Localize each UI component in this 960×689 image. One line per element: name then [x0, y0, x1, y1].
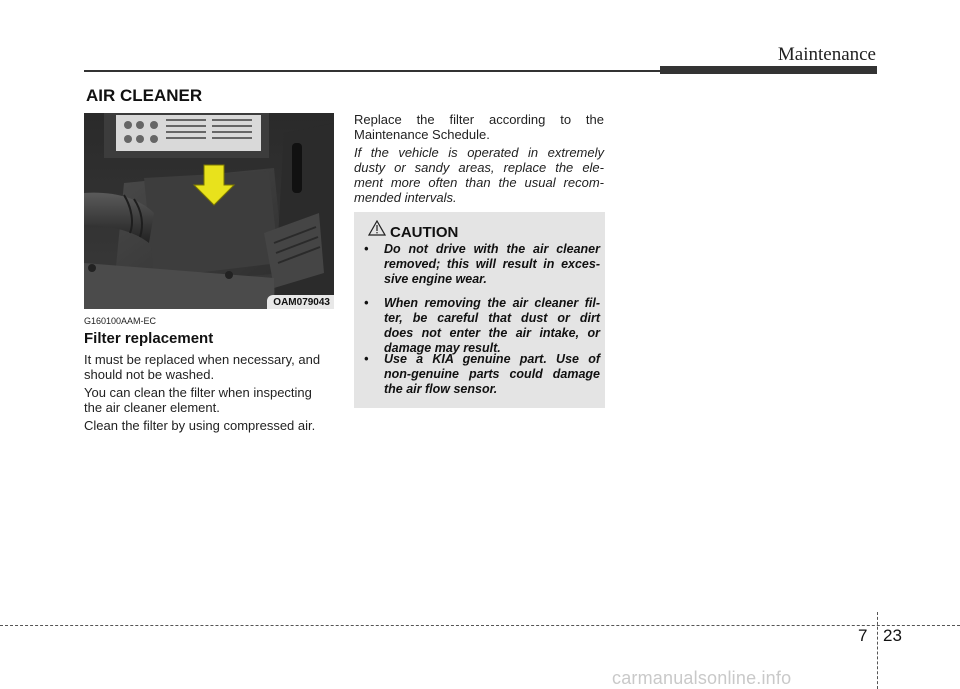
footer-rule [0, 625, 960, 626]
caution-line: removed; this will result in exces- [384, 257, 600, 271]
caution-line: Do not drive with the air cleaner [384, 242, 600, 256]
caution-title: CAUTION [390, 224, 459, 241]
caution-line: does not enter the air intake, or [384, 326, 600, 340]
caution-item [364, 352, 600, 397]
paragraph-line: the air cleaner element. [84, 400, 220, 415]
paragraph-line: You can clean the filter when inspecting [84, 385, 312, 400]
section-header: Maintenance [777, 44, 876, 65]
caution-line: non-genuine parts could damage [384, 367, 600, 381]
section-heading: Filter replacement [84, 330, 214, 347]
section-code: G160100AAM-EC [84, 316, 157, 326]
caution-line: sive engine wear. [384, 272, 487, 286]
caution-line: the air flow sensor. [384, 382, 498, 396]
bullet: • [364, 352, 369, 366]
chapter-number: 7 [858, 626, 868, 645]
header-rule [84, 70, 660, 72]
page-number: 23 [883, 626, 902, 645]
page-title: AIR CLEANER [86, 86, 203, 105]
caution-item [364, 242, 600, 287]
caution-line: Use a KIA genuine part. Use of [384, 352, 600, 366]
caution-line: When removing the air cleaner fil- [384, 296, 600, 310]
paragraph-line: Maintenance Schedule. [354, 127, 490, 142]
paragraph-line: It must be replaced when necessary, and [84, 352, 321, 367]
paragraph-line: dusty or sandy areas, replace the ele- [354, 160, 604, 175]
engine-bay-illustration [84, 113, 334, 309]
paragraph-line: Clean the filter by using compressed air. [84, 418, 316, 433]
paragraph-line: If the vehicle is operated in extremely [354, 145, 604, 160]
header-bar [660, 66, 877, 74]
footer-divider [877, 612, 878, 689]
paragraph-line: mended intervals. [354, 190, 457, 205]
figure-code: OAM079043 [267, 295, 334, 309]
caution-line: damage may result. [384, 341, 501, 355]
caution-item [364, 296, 600, 356]
watermark: carmanualsonline.info [612, 668, 792, 688]
engine-bay-photo [84, 113, 334, 309]
warning-triangle-icon [368, 220, 386, 236]
bullet: • [364, 242, 369, 256]
bullet: • [364, 296, 369, 310]
paragraph-line: should not be washed. [84, 367, 215, 382]
paragraph-line: ment more often than the usual recom- [354, 175, 604, 190]
paragraph-line: Replace the filter according to the [354, 112, 604, 127]
caution-line: ter, be careful that dust or dirt [384, 311, 600, 325]
caution-box [354, 212, 605, 408]
